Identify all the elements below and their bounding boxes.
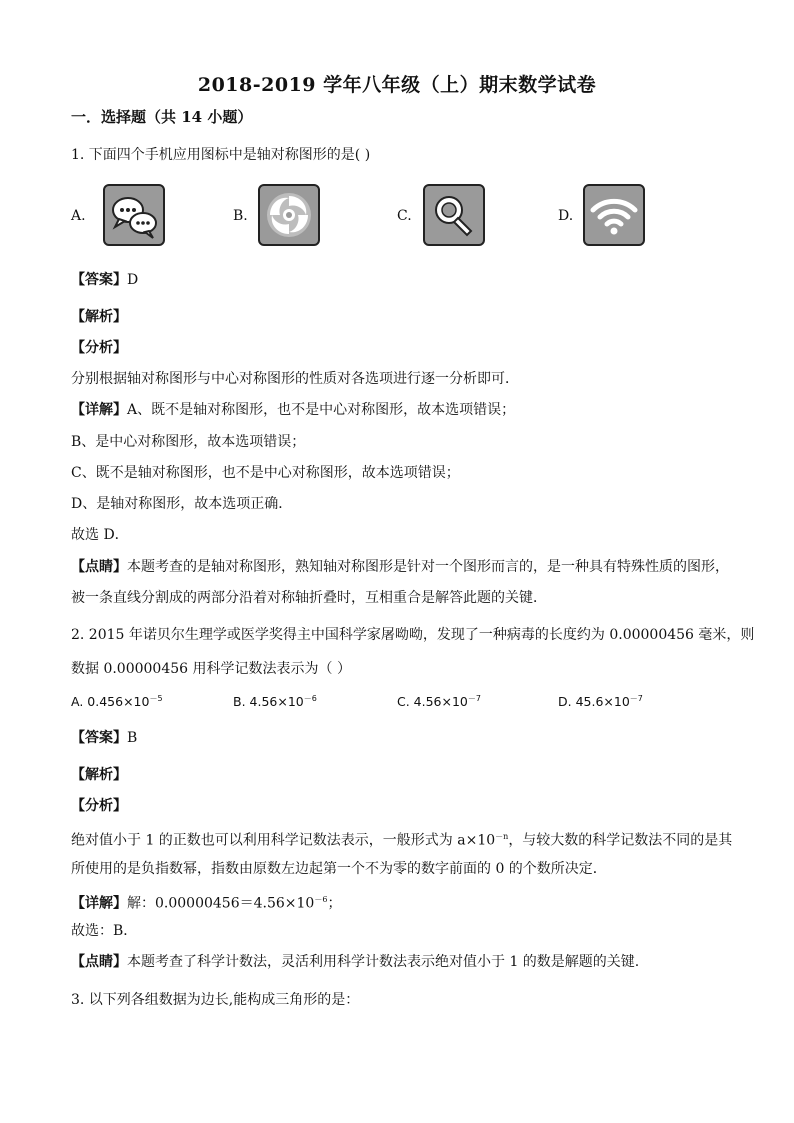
q2-fenxi-tag: 【分析】 <box>71 798 127 814</box>
q1-analysis: 分别根据轴对称图形与中心对称图形的性质对各选项进行逐一分析即可． <box>71 371 519 387</box>
q2-analysis-1-a: 绝对值小于 1 的正数也可以利用科学记数法表示，一般形式为 a×10 <box>71 832 496 849</box>
q1-answer-tag: 【答案】 <box>71 272 127 288</box>
q1-detail-b: B、是中心对称图形，故本选项错误； <box>71 434 306 450</box>
swirl-icon <box>258 184 320 246</box>
q1-answer-value: D <box>127 272 139 288</box>
section-heading: 一．选择题（共 14 小题） <box>71 108 253 126</box>
q1-detail-a <box>71 401 515 419</box>
q2-choice-d-exp: －7 <box>629 694 643 703</box>
q2-comment-text: 本题考查了科学计数法，灵活利用科学计数法表示绝对值小于 1 的数是解题的关键. <box>127 954 640 970</box>
q2-answer <box>71 729 137 747</box>
q1-option-d-label: D. <box>558 208 574 224</box>
q2-choice-a <box>71 693 163 709</box>
q2-analysis-2: 所使用的是负指数幂，指数由原数左边起第一个不为零的数字前面的 0 的个数所决定． <box>71 861 607 877</box>
q2-detail-b: ； <box>327 895 342 912</box>
q2-answer-value: B <box>127 730 138 746</box>
q2-answer-tag: 【答案】 <box>71 730 127 746</box>
q2-comment <box>71 953 639 971</box>
q2-detail-a: 解：0.00000456＝4.56×10 <box>127 895 315 912</box>
q1-comment-1-text: 本题考查的是轴对称图形，熟知轴对称图形是针对一个图形而言的，是一种具有特殊性质的图形， <box>127 559 729 575</box>
q2-choice-c <box>397 693 481 709</box>
q1-jiexi-tag: 【解析】 <box>71 309 127 325</box>
q2-choose: 故选：B． <box>71 923 138 939</box>
q2-stem-1: 2. 2015 年诺贝尔生理学或医学奖得主中国科学家屠呦呦，发现了一种病毒的长度约为 0.00000456 毫米，则 <box>71 627 755 643</box>
q2-stem-2: 数据 0.00000456 用科学记数法表示为（ ） <box>71 661 351 677</box>
page-title: 2018-2019 学年八年级（上）期末数学试卷 <box>197 74 597 96</box>
q1-detail-a-text: A、既不是轴对称图形，也不是中心对称图形，故本选项错误； <box>127 402 516 418</box>
q3-stem: 3. 以下列各组数据为边长,能构成三角形的是： <box>71 992 360 1008</box>
q1-answer <box>71 271 138 289</box>
q2-analysis-1 <box>71 828 732 850</box>
magnifier-icon <box>423 184 485 246</box>
q1-choose: 故选 D． <box>71 527 129 543</box>
q2-choice-d-text: D. 45.6×10 <box>558 694 630 710</box>
q2-detail <box>71 891 341 913</box>
q1-stem: 1. 下面四个手机应用图标中是轴对称图形的是( ) <box>71 147 371 163</box>
q2-choice-b-exp: －6 <box>303 694 317 703</box>
q1-comment-tag: 【点睛】 <box>71 559 127 575</box>
q2-choice-c-exp: －7 <box>467 694 481 703</box>
q2-choice-c-text: C. 4.56×10 <box>397 694 468 710</box>
q2-choice-b <box>233 693 317 709</box>
q2-analysis-1-b: ，与较大数的科学记数法不同的是其 <box>508 832 733 849</box>
chat-bubbles-icon <box>103 184 165 246</box>
q1-detail-tag: 【详解】 <box>71 402 127 418</box>
q2-choice-a-exp: －5 <box>149 694 163 703</box>
q1-detail-c: C、既不是轴对称图形，也不是中心对称图形，故本选项错误； <box>71 465 460 481</box>
q2-jiexi-tag: 【解析】 <box>71 767 127 783</box>
q2-choice-b-text: B. 4.56×10 <box>233 694 304 710</box>
q1-fenxi-tag: 【分析】 <box>71 340 127 356</box>
q1-detail-d: D、是轴对称图形，故本选项正确． <box>71 496 293 512</box>
q1-option-a-label: A. <box>71 208 86 224</box>
q1-option-b-label: B. <box>233 208 248 224</box>
q1-comment-2: 被一条直线分割成的两部分沿着对称轴折叠时，互相重合是解答此题的关键． <box>71 590 547 606</box>
q2-choice-a-text: A. 0.456×10 <box>71 694 150 710</box>
q2-detail-tag: 【详解】 <box>71 895 127 912</box>
q2-detail-exp: －6 <box>314 895 328 904</box>
wifi-icon <box>583 184 645 246</box>
q1-option-c-label: C. <box>397 208 412 224</box>
q2-comment-tag: 【点睛】 <box>71 954 127 970</box>
q2-analysis-1-exp: －n <box>495 832 509 841</box>
q1-comment-1 <box>71 558 729 576</box>
q2-choice-d <box>558 693 643 709</box>
